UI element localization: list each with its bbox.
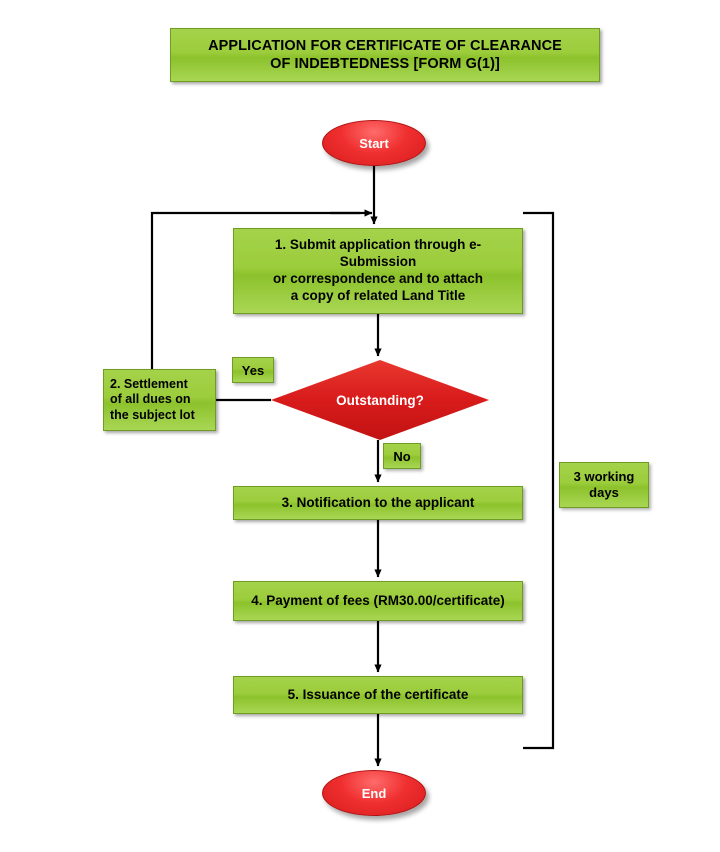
duration-line-2: days	[589, 485, 619, 500]
title-line-2: OF INDEBTEDNESS [FORM G(1)]	[270, 56, 500, 72]
yes-text: Yes	[241, 362, 265, 378]
duration-label	[559, 462, 649, 508]
process-step-1	[233, 228, 523, 314]
process-step-4	[233, 581, 523, 621]
step1-line-2: Submission	[339, 254, 417, 270]
step1-line-3: or correspondence and to attach	[272, 271, 484, 286]
decision-outstanding	[271, 360, 489, 440]
decision-label: Outstanding?	[336, 392, 424, 408]
step2-line-2: of all dues on	[110, 392, 191, 407]
duration-line-1: 3 working	[573, 468, 635, 484]
step1-line-1: 1. Submit application through e-	[274, 237, 482, 253]
step2-line-1: 2. Settlement	[110, 376, 188, 391]
end-label: End	[361, 785, 387, 801]
step2-line-3: the subject lot	[110, 407, 195, 422]
title-line-1: APPLICATION FOR CERTIFICATE OF CLEARANCE	[208, 37, 562, 54]
yes-branch-label	[232, 357, 274, 383]
process-step-3	[233, 486, 523, 520]
no-text: No	[393, 448, 411, 464]
start-terminator	[322, 120, 426, 166]
start-label: Start	[359, 135, 389, 151]
diagram-title	[170, 28, 600, 82]
process-step-5	[233, 676, 523, 714]
end-terminator	[322, 770, 426, 816]
step3-label: 3. Notification to the applicant	[281, 494, 475, 510]
no-branch-label	[383, 443, 421, 469]
process-step-2	[103, 369, 216, 431]
step4-label: 4. Payment of fees (RM30.00/certificate)	[251, 592, 505, 608]
step5-label: 5. Issuance of the certificate	[287, 686, 469, 702]
step1-line-4: a copy of related Land Title	[290, 287, 466, 303]
